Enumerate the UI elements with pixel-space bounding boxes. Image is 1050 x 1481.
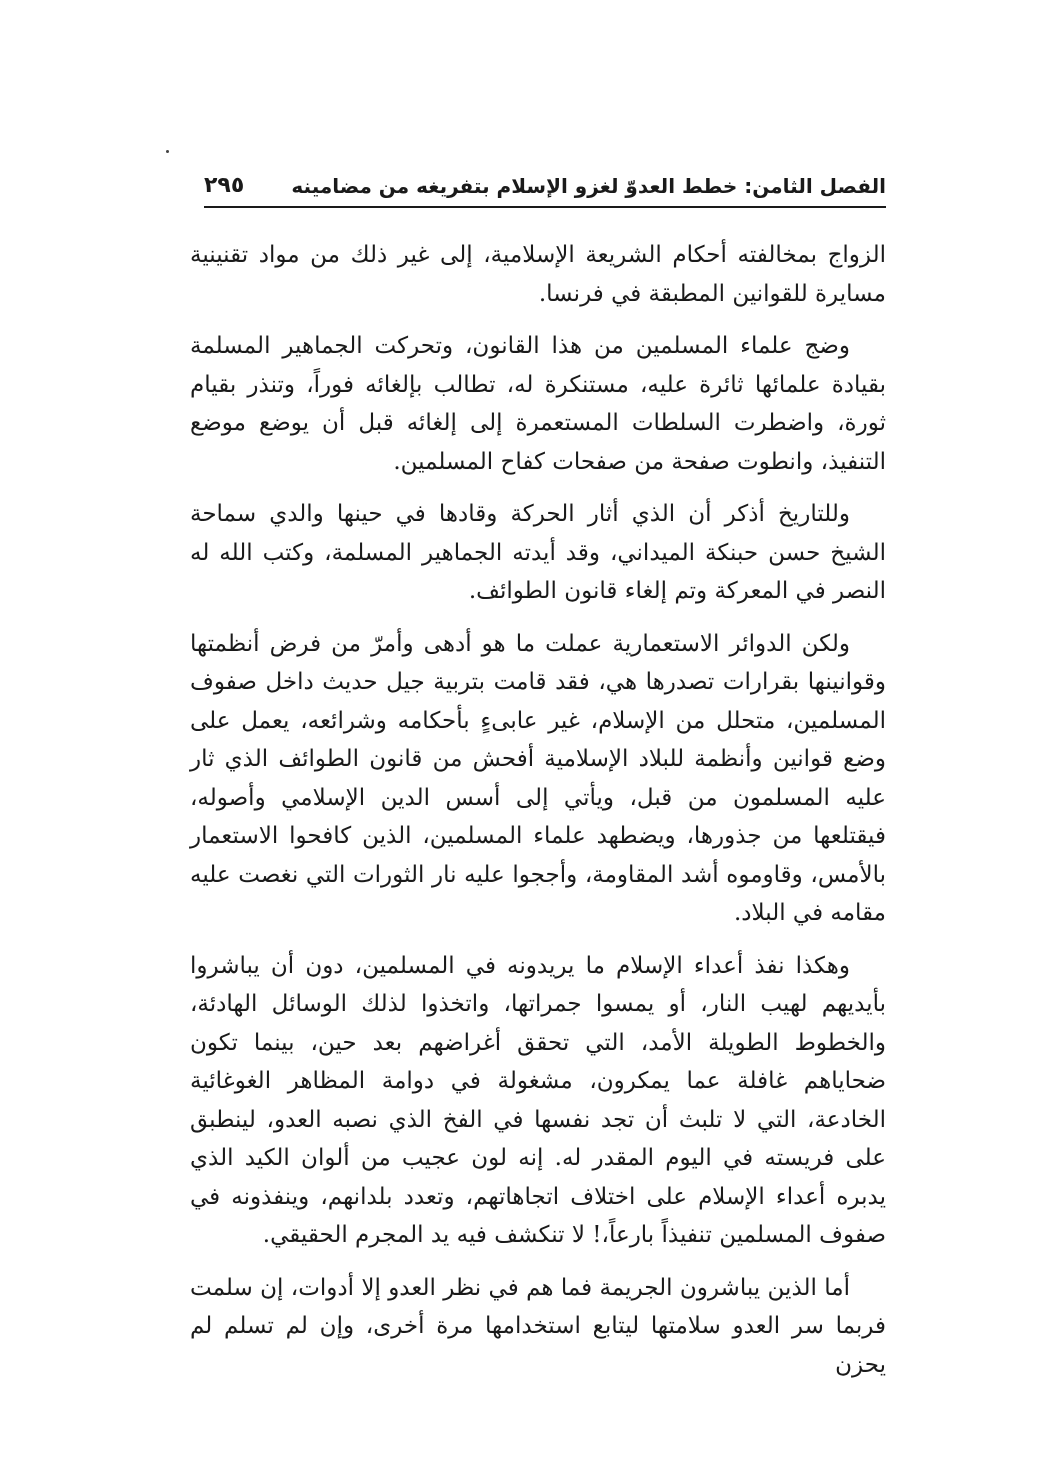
paragraph: وهكذا نفذ أعداء الإسلام ما يريدونه في المسلمين، دون أن يباشروا بأيديهم لهيب النار، أو يمسوا جمراتها، واتخذوا لذلك الوسائل الهادئة، والخطوط الطويلة الأمد، التي تحقق أغراضهم بعد حين، بينما تكون ضحاياهم غافلة عما يمكرون، مشغولة في دوامة المظاهر الغوغائية الخادعة، التي لا تلبث أن تجد نفسها في الفخ الذي نصبه العدو، لينطبق على فريسته في اليوم المقدر له. إنه لون عجيب من ألوان الكيد الذي يدبره أعداء الإسلام على اختلاف اتجاهاتهم، وتعدد بلدانهم، وينفذونه في صفوف المسلمين تنفيذاً بارعاً،! لا تنكشف فيه يد المجرم الحقيقي. bbox=[190, 952, 886, 1248]
chapter-title: الفصل الثامن: خطط العدوّ لغزو الإسلام بتفريغه من مضامينه bbox=[291, 174, 886, 198]
paragraph: ولكن الدوائر الاستعمارية عملت ما هو أدهى وأمرّ من فرض أنظمتها وقوانينها بقرارات تصدرها هي، فقد قامت بتربية جيل حديث داخل صفوف المسلمين، متحلل من الإسلام، غير عابىءٍ بأحكامه وشرائعه، يعمل على وضع قوانين وأنظمة للبلاد الإسلامية أفحش من قانون الطوائف الذي ثار عليه المسلمون من قبل، ويأتي إلى أسس الدين الإسلامي وأصوله، فيقتلعها من جذورها، ويضطهد علماء المسلمين، الذين كافحوا الاستعمار بالأمس، وقاوموه أشد المقاومة، وأججوا عليه نار الثورات التي نغصت عليه مقامه في البلاد. bbox=[190, 630, 886, 926]
paragraph: وضج علماء المسلمين من هذا القانون، وتحركت الجماهير المسلمة بقيادة علمائها ثائرة عليه، مستنكرة له، تطالب بإلغائه فوراً، وتنذر بقيام ثورة، واضطرت السلطات المستعمرة إلى إلغائه قبل أن يوضع موضع التنفيذ، وانطوت صفحة من صفحات كفاح المسلمين. bbox=[190, 333, 886, 475]
paragraph: الزواج بمخالفته أحكام الشريعة الإسلامية، إلى غير ذلك من مواد تقنينية مسايرة للقوانين المطبقة في فرنسا. bbox=[190, 242, 886, 307]
scan-speck bbox=[166, 150, 169, 153]
body-text bbox=[190, 236, 886, 1398]
paragraph: وللتاريخ أذكر أن الذي أثار الحركة وقادها في حينها والدي سماحة الشيخ حسن حبنكة الميداني، وقد أيدته الجماهير المسلمة، وكتب الله له النصر في المعركة وتم إلغاء قانون الطوائف. bbox=[190, 501, 886, 604]
page-number: ٢٩٥ bbox=[204, 173, 245, 198]
running-header bbox=[204, 168, 886, 208]
paragraph: أما الذين يباشرون الجريمة فما هم في نظر العدو إلا أدوات، إن سلمت فربما سر العدو سلامتها ليتابع استخدامها مرة أخرى، وإن لم تسلم لم يحزن bbox=[190, 1274, 886, 1378]
